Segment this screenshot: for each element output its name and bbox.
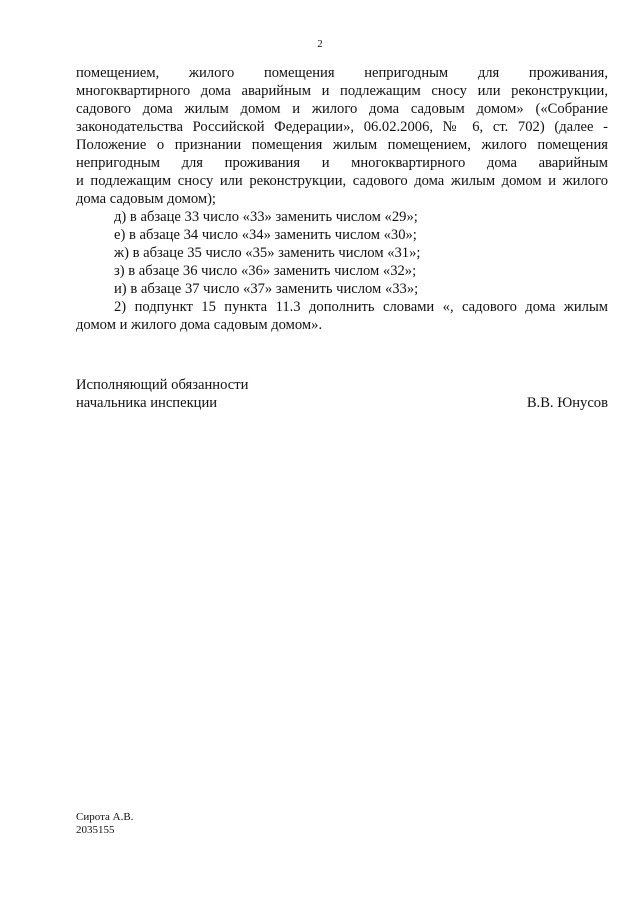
text-line: 2) подпункт 15 пункта 11.3 дополнить словами «, садового дома жилым	[114, 299, 608, 315]
executor-name: Сирота А.В.	[76, 811, 134, 823]
document-body	[76, 64, 608, 334]
text-line: дома садовым домом);	[76, 191, 216, 207]
text-line: помещением, жилого помещения непригодным для проживания,	[76, 65, 608, 81]
text-line: и подлежащим сносу или реконструкции, садового дома жилым домом и жилого	[76, 173, 608, 189]
signature-row	[76, 394, 608, 412]
list-item: ж) в абзаце 35 число «35» заменить числом «31»;	[114, 245, 421, 261]
executor-block	[76, 811, 133, 837]
signatory-position-line-1: Исполняющий обязанности	[76, 377, 249, 393]
list-item: д) в абзаце 33 число «33» заменить числом «29»;	[114, 209, 418, 225]
amendment-list	[76, 208, 608, 298]
signatory-name: В.В. Юнусов	[526, 395, 608, 411]
text-line: Положение о признании помещения жилым помещением, жилого помещения	[76, 137, 608, 153]
list-item: и) в абзаце 37 число «37» заменить числом «33»;	[114, 281, 419, 297]
text-line: садового дома жилым домом и жилого дома садовым домом» («Собрание	[76, 101, 608, 117]
text-line: непригодным для проживания и многоквартирного дома аварийным	[76, 155, 608, 171]
intro-paragraph	[76, 64, 608, 208]
item-2-paragraph	[76, 298, 608, 334]
text-line: многоквартирного дома аварийным и подлежащим сносу или реконструкции,	[76, 83, 608, 99]
text-line: законодательства Российской Федерации», 06.02.2006, № 6, ст. 702) (далее -	[76, 119, 608, 135]
page-number: 2	[317, 38, 323, 50]
list-item: з) в абзаце 36 число «36» заменить числом «32»;	[114, 263, 417, 279]
text-line: домом и жилого дома садовым домом».	[76, 317, 323, 333]
executor-phone: 2035155	[76, 824, 115, 836]
signature-block	[76, 376, 608, 412]
signatory-position-line-2: начальника инспекции	[76, 395, 218, 411]
list-item: е) в абзаце 34 число «34» заменить числом «30»;	[114, 227, 417, 243]
